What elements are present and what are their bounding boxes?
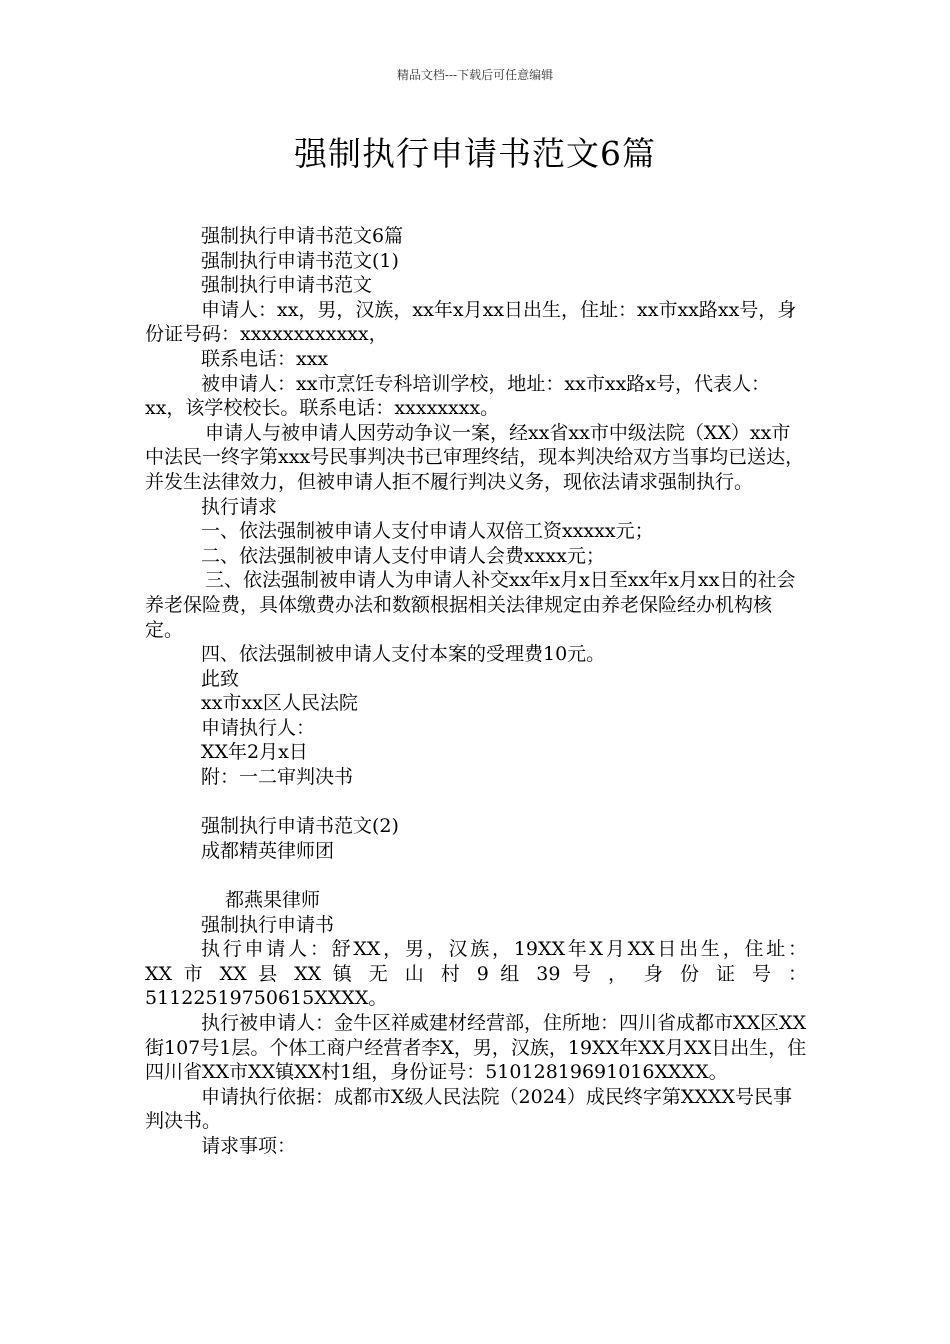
paragraph: 执行被申请人：金牛区祥威建材经营部，住所地：四川省成都市XX区XX街107号1层。个体工商户经营者李X，男，汉族，19XX年XX月XX日出生，住四川省XX市XX镇XX村1组，身份证号：51012819691016XXXX。	[145, 1012, 807, 1084]
page-header: 精品文档---下载后可任意编辑	[396, 68, 554, 82]
paragraph: 申请执行人：	[201, 716, 316, 739]
blank-line	[145, 863, 807, 888]
section-heading: 强制执行申请书范文(2)	[201, 815, 399, 838]
paragraph: 此致	[201, 667, 240, 690]
paragraph: 执行申请人：舒XX，男，汉族，19XX年X月XX日出生，住址：	[201, 938, 807, 961]
section-heading: 强制执行申请书范文(1)	[201, 249, 399, 272]
list-item: 一、依法强制被申请人支付申请人双倍工资xxxxx元；	[201, 520, 654, 543]
paragraph: 执行请求	[201, 495, 278, 518]
blank-line	[145, 790, 807, 815]
paragraph: 申请人：xx，男，汉族，xx年x月xx日出生，住址：xx市xx路xx号，身份证号码：xxxxxxxxxxxx，	[145, 298, 797, 346]
paragraph: 申请执行依据：成都市X级人民法院（2024）成民终字第XXXX号民事判决书。	[145, 1085, 792, 1133]
list-item: 三、依法强制被申请人为申请人补交xx年x月x日至xx年x月xx日的社会养老保险费，具体缴费办法和数额根据相关法律规定由养老保险经办机构核定。	[145, 569, 796, 641]
paragraph: 被申请人：xx市烹饪专科培训学校，地址：xx市xx路x号，代表人：xx，该学校校长。联系电话：xxxxxxxx。	[145, 372, 771, 420]
paragraph: 强制执行申请书范文	[201, 274, 373, 297]
document-title: 强制执行申请书范文6篇	[294, 134, 656, 173]
paragraph: 联系电话：xxx	[201, 347, 329, 370]
paragraph: 强制执行申请书范文6篇	[201, 225, 404, 247]
list-item: 二、依法强制被申请人支付申请人会费xxxx元；	[201, 544, 605, 567]
paragraph: 申请人与被申请人因劳动争议一案，经xx省xx市中级法院（XX）xx市中法民一终字第xxx号民事判决书已审理终结，现本判决给双方当事均已送达，并发生法律效力，但被申请人拒不履行判决义务，现依法请求强制执行。	[145, 421, 805, 493]
document-body	[145, 224, 807, 1159]
paragraph: 都燕果律师	[225, 889, 321, 912]
paragraph: 成都精英律师团	[201, 839, 335, 862]
paragraph: XX 市 XX 县 XX 镇 无 山 村 9 组 39 号 ， 身 份 证 号 ：	[145, 962, 807, 985]
paragraph: xx市xx区人民法院	[201, 692, 358, 715]
paragraph: 51122519750615XXXX。	[145, 987, 388, 1010]
paragraph: 请求事项：	[201, 1134, 297, 1157]
paragraph: 附：一二审判决书	[201, 766, 354, 789]
paragraph: XX年2月x日	[201, 741, 308, 764]
list-item: 四、依法强制被申请人支付本案的受理费10元。	[201, 643, 606, 666]
paragraph: 强制执行申请书	[201, 913, 335, 936]
